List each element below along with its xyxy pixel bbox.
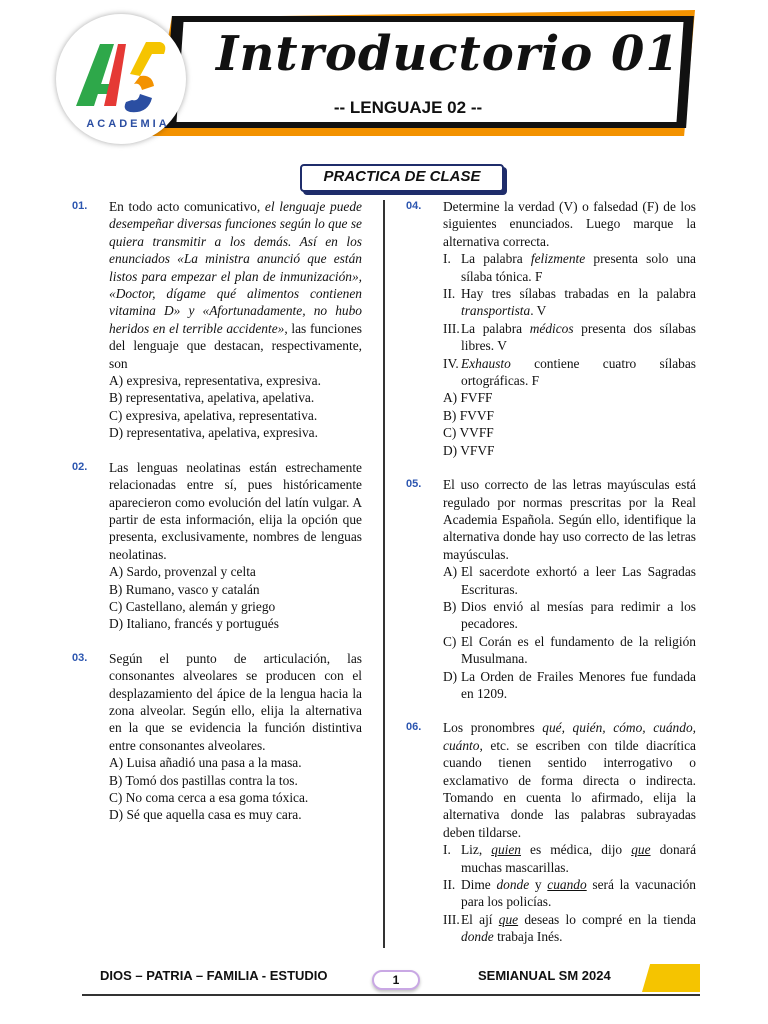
footer-rule <box>82 994 700 996</box>
question-01 <box>72 198 362 442</box>
statement-2: II. Hay tres sílabas trabadas en la palabra transportista. V <box>443 286 696 319</box>
option-d[interactable]: D) Sé que aquella casa es muy cara. <box>109 807 302 823</box>
question-03 <box>72 650 362 824</box>
option-a[interactable]: A) Sardo, provenzal y celta <box>109 564 256 580</box>
option-d[interactable]: D) representativa, apelativa, expresiva. <box>109 425 318 441</box>
option-c[interactable]: C) No coma cerca a esa goma tóxica. <box>109 790 309 805</box>
option-b[interactable]: B) Dios envió al mesías para redimir a los pecadores. <box>443 598 696 632</box>
footer-course: SEMIANUAL SM 2024 <box>478 968 611 983</box>
question-06 <box>406 719 696 945</box>
option-b[interactable]: B) Tomó dos pastillas contra la tos. <box>109 772 298 788</box>
page-number-badge <box>372 970 420 990</box>
question-stem: Los pronombres qué, quién, cómo, cuándo, cuánto, etc. se escriben con tilde diacrítica cuando tienen sentido interrogativo o exclamativo de forma directa o indirecta. Tomando en cuenta lo afirmado, elija la alternativa donde las palabras subrayadas deben tildarse. <box>443 720 696 840</box>
logo-wordmark: ACADEMIA <box>86 118 170 130</box>
option-b[interactable]: B) representativa, apelativa, apelativa. <box>109 390 315 406</box>
option-d[interactable]: D) Italiano, francés y portugués <box>109 616 279 632</box>
option-a[interactable]: A) FVFF <box>443 390 493 406</box>
page-subtitle: -- LENGUAJE 02 -- <box>333 98 483 117</box>
statement-3: III. La palabra médicos presenta dos sílabas libres. V <box>443 320 697 354</box>
right-column <box>406 198 696 963</box>
option-d[interactable]: D) La Orden de Frailes Menores fue fundada en 1209. <box>443 668 696 701</box>
option-c[interactable]: C) El Corán es el fundamento de la religión Musulmana. <box>443 633 696 667</box>
option-a[interactable]: A) Luisa añadió una pasa a la masa. <box>109 755 302 771</box>
option-c[interactable]: C) Castellano, alemán y griego <box>109 598 276 614</box>
question-number: 02. <box>72 460 88 473</box>
question-number: 06. <box>406 721 422 734</box>
question-stem: El uso correcto de las letras mayúsculas está regulado por normas prescritas por la Real Academia Española. Según ello, identifique la alternativa donde hay uso correcto de las letras mayúsculas. <box>443 477 696 562</box>
option-c[interactable]: C) VVFF <box>443 425 494 441</box>
option-b[interactable]: B) FVVF <box>443 407 494 423</box>
page-number: 1 <box>392 973 400 987</box>
question-04 <box>406 198 696 459</box>
subtitle-underline <box>260 124 590 126</box>
question-stem: Determine la verdad (V) o falsedad (F) de los siguientes enunciados. Luego marque la alternativa correcta. <box>443 199 696 249</box>
question-stem: En todo acto comunicativo, el lenguaje puede desempeñar diversas funciones según lo que se quiera transmitir a los demás. Así en los enunciados «La ministra anunció que están listos para empezar el plan de inmunización», «Doctor, dígame qué alimentos contienen vitamina D» y «Afortunadamente, no hubo heridos en el terrible accidente», las funciones del lenguaje que destacan, respectivamente, son <box>109 199 362 371</box>
question-number: 01. <box>72 200 88 212</box>
question-stem: Según el punto de articulación, las consonantes alveolares se producen con el desplazamiento del ápice de la lengua hacia la zona alveolar. Según ello, elija la alternativa en la que se evidencia la función distintiva entre consonantes alveolares. <box>109 650 362 753</box>
option-a[interactable]: A) expresiva, representativa, expresiva. <box>109 373 321 389</box>
question-number: 05. <box>406 478 422 491</box>
page-title: Introductorio 01 <box>216 26 680 82</box>
footer-motto: DIOS – PATRIA – FAMILIA - ESTUDIO <box>100 968 328 983</box>
question-number: 04. <box>406 200 422 212</box>
question-02 <box>72 459 362 633</box>
statement-1: I. La palabra felizmente presenta solo una sílaba tónica. F <box>443 251 697 284</box>
practice-banner <box>300 164 504 192</box>
option-a[interactable]: A) El sacerdote exhortó a leer Las Sagradas Escrituras. <box>443 564 696 597</box>
statement-1: I. Liz, quien es médica, dijo que donará muchas mascarillas. <box>443 842 697 875</box>
statement-3: III. El ají que deseas lo compré en la tienda donde trabaja Inés. <box>443 911 697 945</box>
statement-2: II. Dime donde y cuando será la vacunación para los policías. <box>443 877 696 910</box>
footer-yellow-accent <box>642 964 700 992</box>
statement-4: IV. Exhausto contiene cuatro sílabas ortográficas. F <box>443 355 696 389</box>
question-stem: Las lenguas neolatinas están estrechamente relacionadas entre sí, pues históricamente aparecieron como evolución del latín vulgar. A partir de esta información, elija la opción que presenta, exclusivamente, nombres de lenguas neolatinas. <box>109 459 362 562</box>
question-05 <box>406 476 696 702</box>
practice-banner-label: PRACTICA DE CLASE <box>323 168 481 185</box>
option-c[interactable]: C) expresiva, apelativa, representativa. <box>109 407 318 423</box>
column-divider <box>383 200 385 948</box>
left-column <box>72 198 362 841</box>
option-b[interactable]: B) Rumano, vasco y catalán <box>109 581 260 597</box>
question-number: 03. <box>72 651 88 664</box>
option-d[interactable]: D) VFVF <box>443 442 495 458</box>
